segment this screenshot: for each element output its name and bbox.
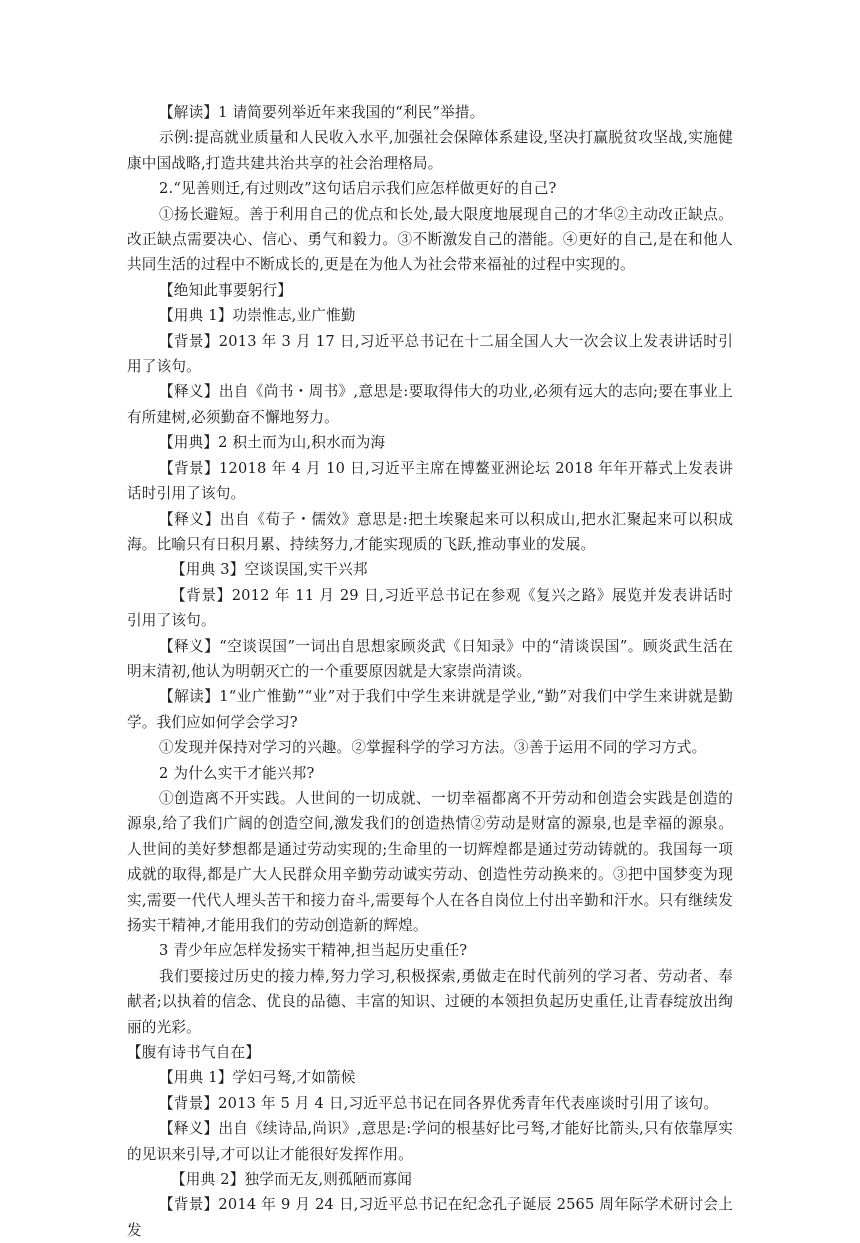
quote-2-background: 【背景】12018 年 4 月 10 日,习近平主席在博鳌亚洲论坛 2018 年年开幕式上发表讲话时引用了该句。	[127, 459, 733, 503]
quote-1-title: 【用典 1】功崇惟志,业广惟勤	[159, 307, 356, 325]
question-2: 2.“见善则迁,有过则改”这句话启示我们应怎样做更好的自己?	[159, 180, 557, 198]
quote-3-title: 【用典 3】空谈误国,实干兴邦	[171, 561, 368, 579]
quote-4-meaning: 【释义】出自《续诗品,尚识》,意思是:学问的根基好比弓驽,才能好比箭头,只有依靠厚实的见识来引导,才可以让才能很好发挥作用。	[127, 1120, 733, 1163]
interpretation-2-question: 【解读】1“业广惟勤”“业”对于我们中学生来讲就是学业,“勤”对我们中学生来讲就是勤学。我们应如何学会学习?	[127, 688, 733, 731]
interpretation-2-answer: ①发现并保持对学习的兴趣。②掌握科学的学习方法。③善于运用不同的学习方式。	[159, 739, 707, 757]
quote-1-meaning: 【释义】出自《尚书・周书》,意思是:要取得伟大的功业,必须有远大的志向;要在事业上有所建树,必须勤奋不懈地努力。	[127, 383, 733, 426]
section-heading-practice: 【绝知此事要躬行】	[159, 281, 293, 299]
quote-4-background: 【背景】2013 年 5 月 4 日,习近平总书记在同各界优秀青年代表座谈时引用了该句。	[159, 1094, 719, 1112]
quote-1-background: 【背景】2013 年 3 月 17 日,习近平总书记在十二届全国人大一次会议上发表讲话时引用了该句。	[127, 332, 733, 376]
question-why-hard-work: 2 为什么实干才能兴邦?	[159, 764, 315, 782]
example-answer: 示例:提高就业质量和人民收入水平,加强社会保障体系建设,坚决打赢脱贫攻坚战,实施健康中国战略,打造共建共治共享的社会治理格局。	[127, 129, 733, 172]
quote-2-title: 【用典】2 积土而为山,积水而为海	[159, 434, 386, 452]
quote-4-title: 【用典 1】学妇弓驽,才如箭候	[159, 1069, 356, 1087]
quote-5-title: 【用典 2】独学而无友,则孤陋而寡闻	[171, 1171, 413, 1189]
question-youth: 3 青少年应怎样发扬实干精神,担当起历史重任?	[159, 942, 468, 960]
quote-3-background: 【背景】2012 年 11 月 29 日,习近平总书记在参观《复兴之路》展览并发表讲话时引用了该句。	[127, 586, 733, 630]
interpretation-1-question: 【解读】1 请简要列举近年来我国的“利民”举措。	[159, 104, 485, 121]
answer-youth: 我们要接过历史的接力棒,努力学习,积极探索,勇做走在时代前列的学习者、劳动者、奉献者;以执着的信念、优良的品德、丰富的知识、过硬的本领担负起历史重任,让青春绽放出绚丽的光彩。	[127, 967, 733, 1036]
document-body	[127, 100, 733, 1243]
quote-5-background: 【背景】2014 年 9 月 24 日,习近平总书记在纪念孔子诞辰 2565 周年际学术研讨会上发	[127, 1196, 733, 1239]
answer-2: ①扬长避短。善于利用自己的优点和长处,最大限度地展现自己的才华②主动改正缺点。改正缺点需要决心、信心、勇气和毅力。③不断激发自己的潜能。④更好的自己,是在和他人共同生活的过程中不断成长的,更是在为他人为社会带来福祉的过程中实现的。	[127, 205, 733, 274]
quote-2-meaning: 【释义】出自《荀子・儒效》意思是:把土埃聚起来可以积成山,把水汇聚起来可以积成海。比喻只有日积月累、持续努力,才能实现质的飞跃,推动事业的发展。	[127, 510, 733, 553]
answer-why-hard-work: ①创造离不开实践。人世间的一切成就、一切幸福都离不开劳动和创造会实践是创造的源泉,给了我们广阔的创造空间,激发我们的创造热情②劳动是财富的源泉,也是幸福的源泉。人世间的美好梦想都是通过劳动实现的;生命里的一切辉煌都是通过劳动铸就的。我国每一项成就的取得,都是广大人民群众用辛勤劳动诚实劳动、创造性劳动换来的。③把中国梦变为现实,需要一代代人埋头苦干和接力奋斗,需要每个人在各自岗位上付出辛勤和汗水。只有继续发扬实干精神,才能用我们的劳动创造新的辉煌。	[127, 789, 733, 934]
section-heading-poetry: 【腹有诗书气自在】	[127, 1044, 261, 1062]
quote-3-meaning: 【释义】“空谈误国”一词出自思想家顾炎武《日知录》中的“清谈误国”。顾炎武生活在明末清初,他认为明朝灭亡的一个重要原因就是大家崇尚清谈。	[127, 637, 733, 680]
